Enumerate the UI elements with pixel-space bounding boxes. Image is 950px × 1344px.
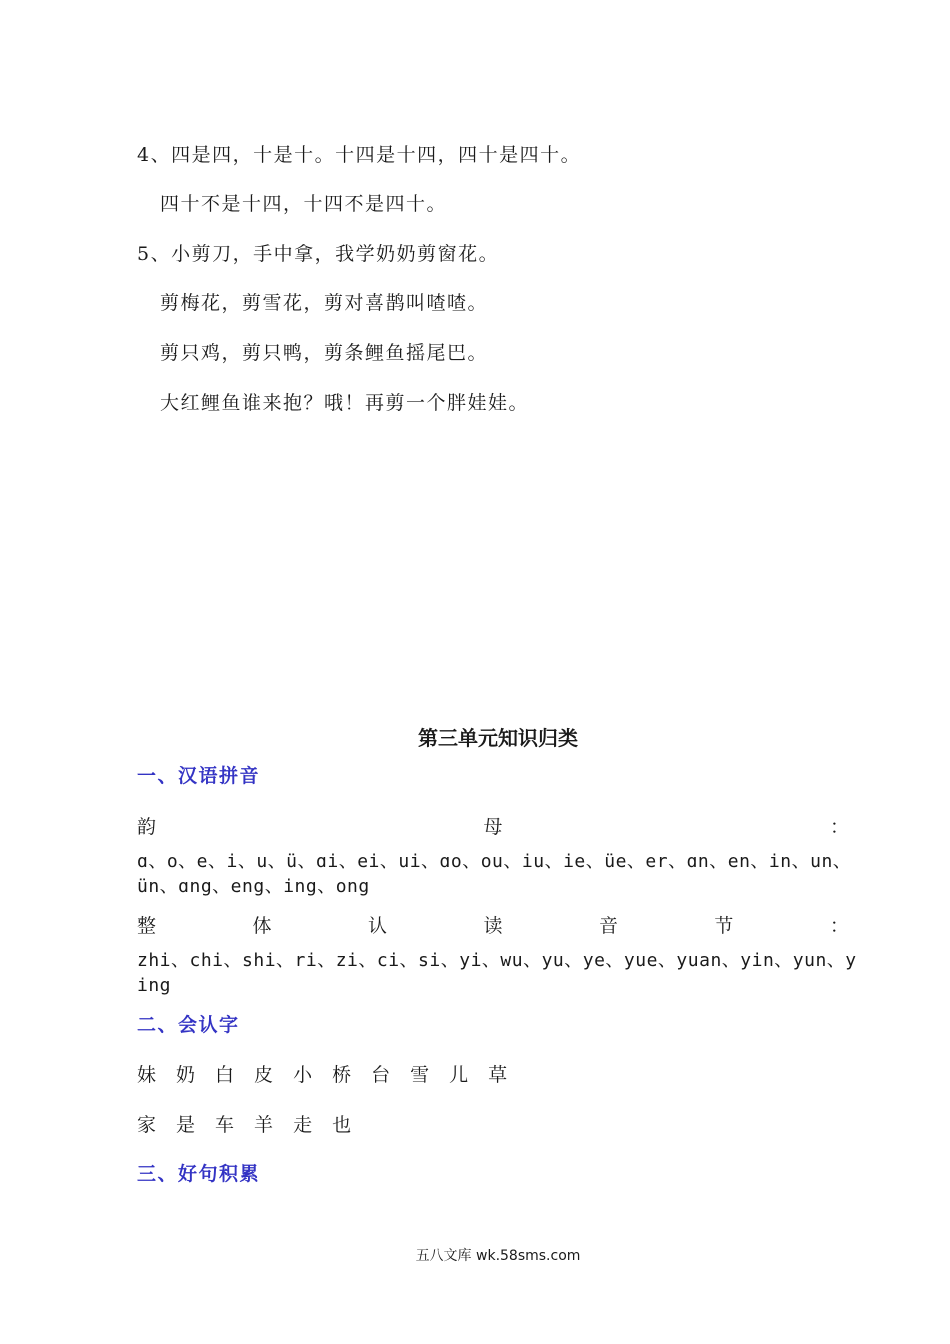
finals-list: ɑ、o、e、i、u、ü、ɑi、ei、ui、ɑo、ou、iu、ie、üe、er、ɑn、en、in、un、ün、ɑng、eng、ing、ong bbox=[137, 851, 852, 897]
character: 家 bbox=[137, 1114, 157, 1136]
rhyme-4-line-1: 4、四是四，十是十。十四是十四，四十是四十。 bbox=[137, 144, 582, 166]
syllables-list: zhi、chi、shi、ri、zi、ci、si、yi、wu、yu、ye、yue、yuan、yin、yun、ying bbox=[137, 950, 857, 996]
rhyme-4-line-2: 四十不是十四，十四不是四十。 bbox=[160, 193, 448, 215]
character-row-2 bbox=[137, 1110, 351, 1137]
finals-label-char: 韵 bbox=[137, 816, 157, 838]
syllables-label-char: 整 bbox=[137, 915, 157, 937]
character: 小 bbox=[293, 1064, 313, 1086]
character: 儿 bbox=[449, 1064, 469, 1086]
rhyme-5-line-4: 大红鲤鱼谁来抱？哦！再剪一个胖娃娃。 bbox=[160, 392, 530, 414]
syllables-label bbox=[137, 911, 849, 938]
character: 是 bbox=[176, 1114, 196, 1136]
character: 车 bbox=[215, 1114, 235, 1136]
character: 桥 bbox=[332, 1064, 352, 1086]
finals-label-char: ： bbox=[829, 816, 849, 838]
rhyme-5-line-3: 剪只鸡，剪只鸭，剪条鲤鱼摇尾巴。 bbox=[160, 342, 489, 364]
character: 妹 bbox=[137, 1064, 157, 1086]
syllables-label-char: 音 bbox=[598, 915, 618, 937]
syllables-label-char: 节 bbox=[714, 915, 734, 937]
rhyme-5-line-1: 5、小剪刀，手中拿，我学奶奶剪窗花。 bbox=[137, 243, 500, 265]
character: 白 bbox=[215, 1064, 235, 1086]
syllables-label-char: 认 bbox=[367, 915, 387, 937]
section-heading-pinyin: 一、汉语拼音 bbox=[137, 765, 261, 787]
finals-label-char: 母 bbox=[483, 816, 503, 838]
page-title: 第三单元知识归类 bbox=[418, 726, 578, 750]
character-row-1 bbox=[137, 1060, 507, 1087]
syllables-label-char: 体 bbox=[252, 915, 272, 937]
syllables-label-char: 读 bbox=[483, 915, 503, 937]
rhyme-5-line-2: 剪梅花，剪雪花，剪对喜鹊叫喳喳。 bbox=[160, 292, 489, 314]
character: 走 bbox=[293, 1114, 313, 1136]
character: 雪 bbox=[410, 1064, 430, 1086]
character: 皮 bbox=[254, 1064, 274, 1086]
character: 也 bbox=[332, 1114, 352, 1136]
section-heading-sentences: 三、好句积累 bbox=[137, 1163, 261, 1185]
character: 羊 bbox=[254, 1114, 274, 1136]
character: 草 bbox=[488, 1064, 508, 1086]
finals-label bbox=[137, 812, 849, 839]
footer-watermark: 五八文库 wk.58sms.com bbox=[415, 1248, 581, 1264]
section-heading-characters: 二、会认字 bbox=[137, 1014, 240, 1036]
character: 奶 bbox=[176, 1064, 196, 1086]
syllables-label-char: ： bbox=[829, 915, 849, 937]
character: 台 bbox=[371, 1064, 391, 1086]
